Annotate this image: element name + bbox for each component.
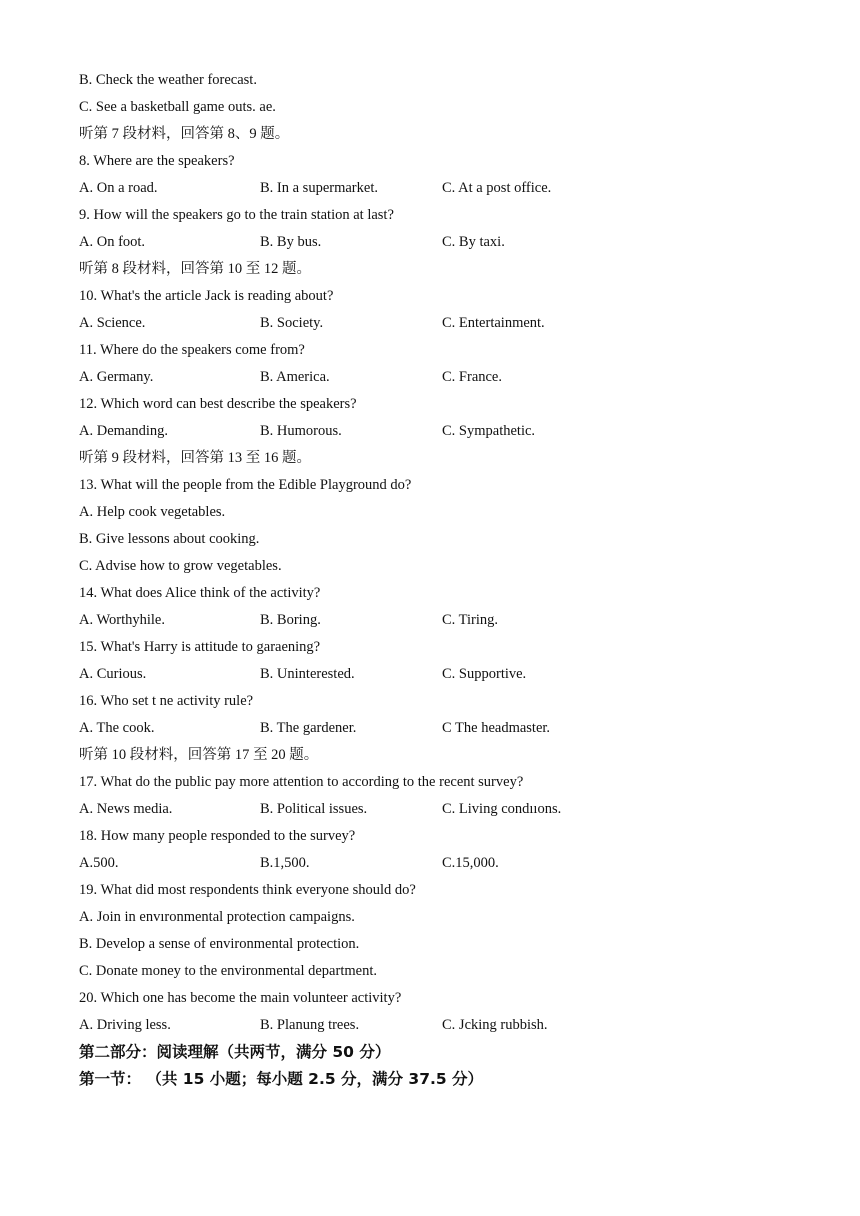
text-line: C. Advise how to grow vegetables. xyxy=(79,558,282,574)
section-heading: 第一节： （共 15 小题；每小题 2.5 分，满分 37.5 分） xyxy=(79,1070,484,1088)
option-b: B. The gardener. xyxy=(260,720,357,736)
option-c: C. Entertainment. xyxy=(442,315,545,331)
text-line: B. Develop a sense of environmental protection. xyxy=(79,936,360,952)
option-c: C The headmaster. xyxy=(442,720,551,736)
option-a: A. Germany. xyxy=(79,369,154,385)
text-line: 18. How many people responded to the survey? xyxy=(79,828,356,844)
option-a: A. Demanding. xyxy=(79,423,168,439)
text-line: 13. What will the people from the Edible Playground do? xyxy=(79,477,412,493)
option-b: B. Political issues. xyxy=(260,801,368,817)
option-c: C. Jcking rubbish. xyxy=(442,1017,548,1033)
option-row xyxy=(79,715,799,742)
text-line: 15. What's Harry is attitude to garaening? xyxy=(79,639,321,655)
option-row xyxy=(79,661,799,688)
option-b: B. Humorous. xyxy=(260,423,342,439)
option-c: C. Living condııons. xyxy=(442,801,562,817)
option-row xyxy=(79,607,799,634)
option-row xyxy=(79,310,799,337)
option-a: A. Curious. xyxy=(79,666,147,682)
text-line: 10. What's the article Jack is reading about? xyxy=(79,288,334,304)
option-b: B.1,500. xyxy=(260,855,310,871)
option-c: C. Supportive. xyxy=(442,666,527,682)
option-a: A. Science. xyxy=(79,315,146,331)
text-line: 听第 9 段材料，回答第 13 至 16 题。 xyxy=(79,450,311,466)
option-a: A. The cook. xyxy=(79,720,155,736)
option-c: C. Tiring. xyxy=(442,612,499,628)
text-line: B. Check the weather forecast. xyxy=(79,72,257,88)
option-c: C. Sympathetic. xyxy=(442,423,536,439)
text-line: A. Join in envıronmental protection campaigns. xyxy=(79,909,355,925)
option-c: C. By taxi. xyxy=(442,234,505,250)
option-b: B. Boring. xyxy=(260,612,321,628)
text-line: B. Give lessons about cooking. xyxy=(79,531,260,547)
option-row xyxy=(79,418,799,445)
option-a: A. On foot. xyxy=(79,234,146,250)
option-b: B. Planung trees. xyxy=(260,1017,360,1033)
option-row xyxy=(79,364,799,391)
option-b: B. By bus. xyxy=(260,234,322,250)
option-c: C. France. xyxy=(442,369,502,385)
option-row xyxy=(79,1012,799,1039)
text-line: 听第 10 段材料，回答第 17 至 20 题。 xyxy=(79,747,319,763)
text-line: 12. Which word can best describe the speakers? xyxy=(79,396,357,412)
option-a: A. Worthyhile. xyxy=(79,612,165,628)
text-line: 8. Where are the speakers? xyxy=(79,153,235,169)
option-b: B. Society. xyxy=(260,315,324,331)
option-b: B. Uninterested. xyxy=(260,666,355,682)
text-line: 20. Which one has become the main volunteer activity? xyxy=(79,990,402,1006)
option-a: A. On a road. xyxy=(79,180,158,196)
option-a: A.500. xyxy=(79,855,119,871)
option-c: C. At a post office. xyxy=(442,180,552,196)
option-row xyxy=(79,175,799,202)
text-line: A. Help cook vegetables. xyxy=(79,504,226,520)
option-b: B. In a supermarket. xyxy=(260,180,378,196)
option-c: C.15,000. xyxy=(442,855,499,871)
text-line: 16. Who set t ne activity rule? xyxy=(79,693,254,709)
text-line: 听第 7 段材料，回答第 8、9 题。 xyxy=(79,126,290,142)
text-line: 14. What does Alice think of the activity? xyxy=(79,585,321,601)
text-line: C. See a basketball game outs. ae. xyxy=(79,99,276,115)
section-heading: 第二部分：阅读理解（共两节，满分 50 分） xyxy=(79,1043,391,1061)
option-b: B. America. xyxy=(260,369,330,385)
option-row xyxy=(79,796,799,823)
document-content xyxy=(79,67,799,1093)
option-a: A. Driving less. xyxy=(79,1017,171,1033)
option-a: A. News media. xyxy=(79,801,173,817)
option-row xyxy=(79,850,799,877)
text-line: 9. How will the speakers go to the train station at last? xyxy=(79,207,394,223)
text-line: 听第 8 段材料，回答第 10 至 12 题。 xyxy=(79,261,311,277)
option-row xyxy=(79,229,799,256)
text-line: 17. What do the public pay more attention to according to the recent survey? xyxy=(79,774,524,790)
text-line: 11. Where do the speakers come from? xyxy=(79,342,305,358)
text-line: C. Donate money to the environmental department. xyxy=(79,963,377,979)
text-line: 19. What did most respondents think everyone should do? xyxy=(79,882,416,898)
